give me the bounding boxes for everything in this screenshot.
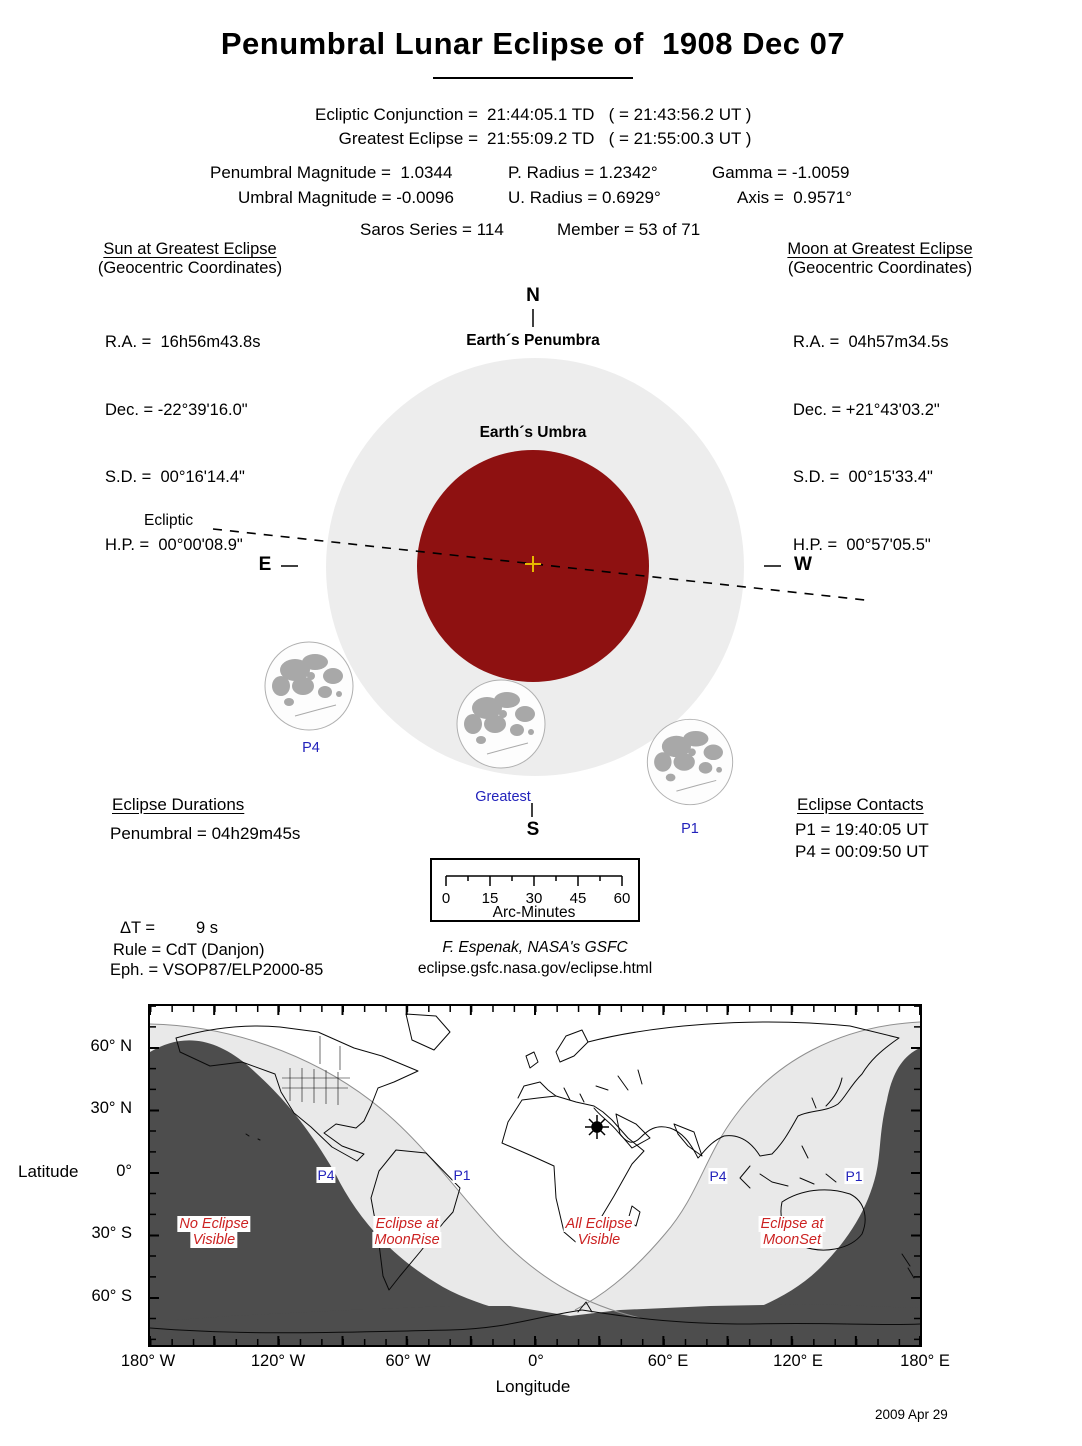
p4-contact-label: P4 xyxy=(302,740,320,756)
ruler-ticks xyxy=(446,876,622,886)
scale-tick-15: 15 xyxy=(481,890,499,907)
lon-label-0: 0° xyxy=(528,1352,544,1370)
umbral-radius: U. Radius = 0.6929° xyxy=(508,188,661,207)
contact-p4-time: P4 = 00:09:50 UT xyxy=(795,842,929,861)
contact-p1-time: P1 = 19:40:05 UT xyxy=(795,820,929,839)
lon-label-60w: 60° W xyxy=(385,1352,431,1370)
map-contact-p4-west: P4 xyxy=(317,1167,335,1183)
lat-label-0: 0° xyxy=(116,1162,132,1180)
delta-t-label: ΔT = xyxy=(120,919,156,937)
saros-series: Saros Series = 114 xyxy=(360,220,504,239)
lon-label-60e: 60° E xyxy=(647,1352,689,1370)
scale-tick-0: 0 xyxy=(441,890,451,907)
moon-at-p1 xyxy=(647,719,732,804)
map-contact-p4-east: P4 xyxy=(709,1168,727,1184)
ecliptic-conjunction-value: 21:44:05.1 TD ( = 21:43:56.2 UT ) xyxy=(487,105,752,124)
greatest-eclipse-label: Greatest Eclipse = xyxy=(338,129,478,148)
lon-axis-title: Longitude xyxy=(495,1377,571,1396)
lat-label-60n: 60° N xyxy=(90,1037,132,1055)
delta-t-value: 9 s xyxy=(196,919,219,937)
umbra-label: Earth´s Umbra xyxy=(479,424,587,441)
arcminute-scale-ruler xyxy=(432,860,638,920)
greatest-contact-label: Greatest xyxy=(475,789,531,805)
umbral-magnitude: Umbral Magnitude = -0.0096 xyxy=(238,188,454,207)
gamma-value: Gamma = -1.0059 xyxy=(712,163,850,182)
moon-sd: S.D. = 00°15'33.4" xyxy=(793,468,933,486)
scale-tick-45: 45 xyxy=(569,890,587,907)
scale-tick-30: 30 xyxy=(525,890,543,907)
map-contact-p1-west: P1 xyxy=(453,1167,471,1183)
region-label-moonrise: Eclipse at MoonRise xyxy=(374,1216,440,1248)
shadow-diagram xyxy=(140,280,900,846)
lat-label-60s: 60° S xyxy=(91,1287,132,1305)
penumbral-duration: Penumbral = 04h29m45s xyxy=(110,824,301,843)
greatest-eclipse-value: 21:55:09.2 TD ( = 21:55:00.3 UT ) xyxy=(487,129,752,148)
page-title: Penumbral Lunar Eclipse of 1908 Dec 07 xyxy=(220,26,846,61)
moon-at-p4 xyxy=(265,642,353,730)
sun-hp: H.P. = 00°00'08.9" xyxy=(105,535,243,554)
sun-dec: Dec. = -22°39'16.0" xyxy=(105,400,248,419)
revision-date: 2009 Apr 29 xyxy=(875,1407,948,1422)
ecliptic-label: Ecliptic xyxy=(144,512,194,529)
lon-label-180e: 180° E xyxy=(900,1352,950,1370)
saros-member: Member = 53 of 71 xyxy=(557,220,701,239)
p1-contact-label: P1 xyxy=(681,821,699,837)
sun-heading: Sun at Greatest Eclipse xyxy=(103,240,277,258)
rule-value: Rule = CdT (Danjon) xyxy=(113,941,265,959)
north-label: N xyxy=(526,285,540,306)
lon-label-120w: 120° W xyxy=(250,1352,306,1370)
arcminute-scale xyxy=(430,858,640,922)
lat-axis-title: Latitude xyxy=(18,1162,79,1181)
ephemeris-value: Eph. = VSOP87/ELP2000-85 xyxy=(110,961,324,979)
moon-ra: R.A. = 04h57m34.5s xyxy=(793,333,949,351)
scale-tick-60: 60 xyxy=(613,890,631,907)
penumbra-label: Earth´s Penumbra xyxy=(466,332,600,349)
visibility-map-svg xyxy=(150,1006,920,1345)
penumbral-magnitude: Penumbral Magnitude = 1.0344 xyxy=(210,163,453,182)
region-label-no-eclipse: No Eclipse Visible xyxy=(179,1216,249,1248)
lat-label-30n: 30° N xyxy=(90,1099,132,1117)
moon-dec: Dec. = +21°43'03.2" xyxy=(793,400,940,419)
author-credit: F. Espenak, NASA's GSFC xyxy=(442,939,628,956)
axis-value: Axis = 0.9571° xyxy=(737,188,853,207)
lon-label-180w: 180° W xyxy=(120,1352,176,1370)
contacts-heading: Eclipse Contacts xyxy=(797,795,924,814)
moon-subheading: (Geocentric Coordinates) xyxy=(787,259,973,277)
lat-label-30s: 30° S xyxy=(91,1224,132,1242)
scale-caption: Arc-Minutes xyxy=(492,904,576,920)
south-label: S xyxy=(526,819,540,840)
sun-sd: S.D. = 00°16'14.4" xyxy=(105,468,245,486)
moon-hp: H.P. = 00°57'05.5" xyxy=(793,535,931,554)
lon-label-120e: 120° E xyxy=(773,1352,823,1370)
sun-subheading: (Geocentric Coordinates) xyxy=(97,259,283,277)
west-label: W xyxy=(794,554,812,575)
credit-url: eclipse.gsfc.nasa.gov/eclipse.html xyxy=(417,960,653,977)
region-label-all-visible: All Eclipse Visible xyxy=(565,1216,633,1248)
durations-heading: Eclipse Durations xyxy=(112,795,245,814)
visibility-map xyxy=(148,1004,922,1347)
moon-heading: Moon at Greatest Eclipse xyxy=(787,240,973,258)
zenith-star-marker xyxy=(585,1115,609,1139)
moon-at-greatest xyxy=(457,680,545,768)
region-label-moonset: Eclipse at MoonSet xyxy=(760,1216,824,1248)
ecliptic-conjunction-label: Ecliptic Conjunction = xyxy=(314,105,478,124)
penumbral-radius: P. Radius = 1.2342° xyxy=(508,163,658,182)
title-underline xyxy=(433,77,633,79)
east-label: E xyxy=(258,554,272,575)
sun-ra: R.A. = 16h56m43.8s xyxy=(105,333,261,351)
map-contact-p1-east: P1 xyxy=(845,1168,863,1184)
